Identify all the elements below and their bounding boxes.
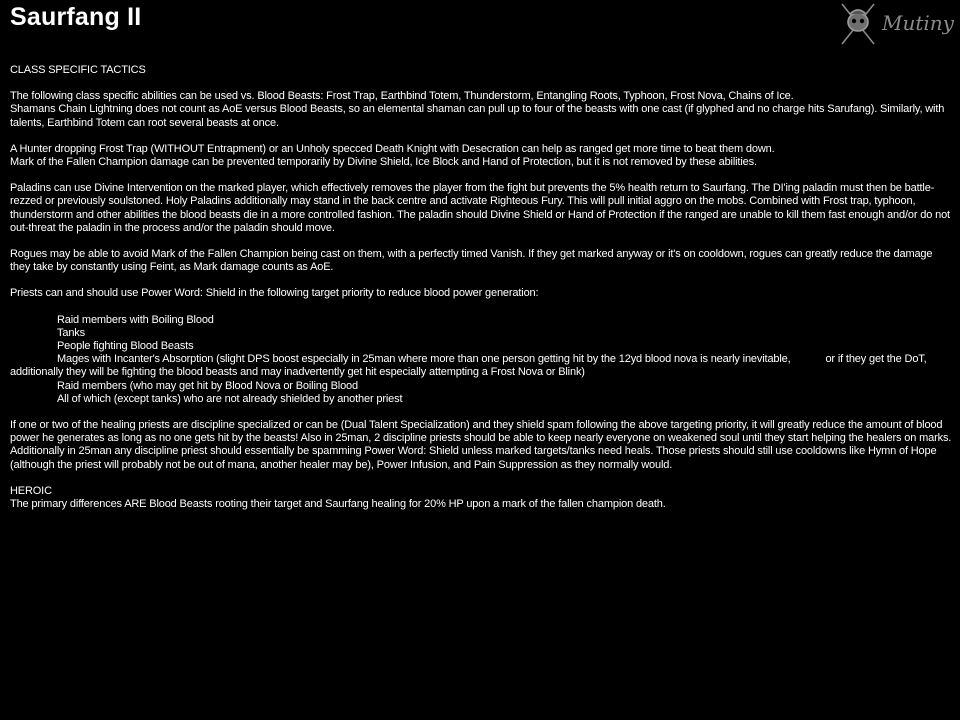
list-item: Raid members with Boiling Blood xyxy=(57,313,214,326)
section-heading-heroic: HEROIC xyxy=(10,484,52,497)
skull-crossed-swords-icon xyxy=(842,4,874,44)
paragraph-priests: Priests can and should use Power Word: Shield in the following target priority to reduce blood power generation: xyxy=(10,287,539,300)
paragraph-rogues: Rogues may be able to avoid Mark of the Fallen Champion being cast on them, with a perfectly timed Vanish. If they get marked anyway or it's on cooldown, rogues can greatly reduce the damage they take by constantly using Feint, as Mark damage counts as AoE. xyxy=(10,248,933,274)
logo-wordmark: Mutiny xyxy=(882,11,954,35)
paragraph-discipline-priests: If one or two of the healing priests are discipline specialized or can be (Dual Talent Specialization) and they shield spam following the above targeting priority, it will greatly reduce the amount of blood power he generates as long as no one gets hit by the beasts! Also in 25man, 2 discipline priests should be able to keep nearly everyone on weakened soul until they start helping the healers on marks. Additionally in 25man any discipline priest should essentially be spamming Power Word: Shield unless marked targets/tanks need heals. Those priests should still use cooldowns like Hymn of Hope (although the priest will probably not be out of mana, another healer may be), Power Infusion, and Pain Suppression as they normally would. xyxy=(10,419,952,471)
list-item xyxy=(10,353,954,379)
list-item-mages-b: or if they get the DoT, additionally they will be fighting the blood beasts and may inadvertently get hit especially attempting a Frost Nova or Blink) xyxy=(10,353,927,379)
paragraph-shaman: Shamans Chain Lightning does not count as AoE versus Blood Beasts, so an elemental shaman can pull up to four of the beasts with one cast (if glyphed and no charge hits Sarufang). Similarly, with talents, Earthbind Totem can root several beasts at once. xyxy=(10,103,945,129)
paragraph-abilities-line: The following class specific abilities can be used vs. Blood Beasts: Frost Trap, Earthbind Totem, Thunderstorm, Entangling Roots, Typhoon, Frost Nova, Chains of Ice. xyxy=(10,90,794,103)
paragraph-mark-prevention: Mark of the Fallen Champion damage can be prevented temporarily by Divine Shield, Ice Block and Hand of Protection, but it is not removed by these abilities. xyxy=(10,156,757,169)
paragraph-hunter-mark xyxy=(10,143,954,169)
paragraph-abilities xyxy=(10,90,954,130)
paragraph-heroic: The primary differences ARE Blood Beasts rooting their target and Saurfang healing for 20% HP upon a mark of the fallen champion death. xyxy=(10,498,666,511)
list-item: Tanks xyxy=(57,326,85,339)
list-item: Raid members (who may get hit by Blood Nova or Boiling Blood xyxy=(57,379,358,392)
guild-logo xyxy=(838,0,956,50)
section-heading-class-tactics: CLASS SPECIFIC TACTICS xyxy=(10,64,146,76)
priority-list xyxy=(10,314,954,406)
heroic-section xyxy=(10,485,954,511)
paragraph-hunter: A Hunter dropping Frost Trap (WITHOUT Entrapment) or an Unholy specced Death Knight with Desecration can help as ranged get more time to beat them down. xyxy=(10,142,775,155)
slide-title: Saurfang II xyxy=(10,3,142,31)
paragraph-paladins: Paladins can use Divine Intervention on the marked player, which effectively removes the player from the fight but prevents the 5% health return to Saurfang. The DI'ing paladin must then be battle-rezzed or previously soulstoned. Holy Paladins additionally may stand in the back centre and activate Righteous Fury. This will pull initial aggro on the mobs. Combined with Frost trap, typhoon, thunderstorm and other abilities the blood beasts die in a more controlled fashion. The paladin should Divine Shield or Hand of Protection if the ranged are unable to kill them fast enough and/or do not out-threat the paladin in the process and/or the paladin should move. xyxy=(10,182,950,234)
slide-body xyxy=(10,64,954,524)
list-item: All of which (except tanks) who are not already shielded by another priest xyxy=(57,392,403,405)
list-item: People fighting Blood Beasts xyxy=(57,340,194,353)
list-item-mages-a: Mages with Incanter's Absorption (slight DPS boost especially in 25man where more than one person getting hit by the 12yd blood nova is nearly inevitable, xyxy=(57,353,791,366)
